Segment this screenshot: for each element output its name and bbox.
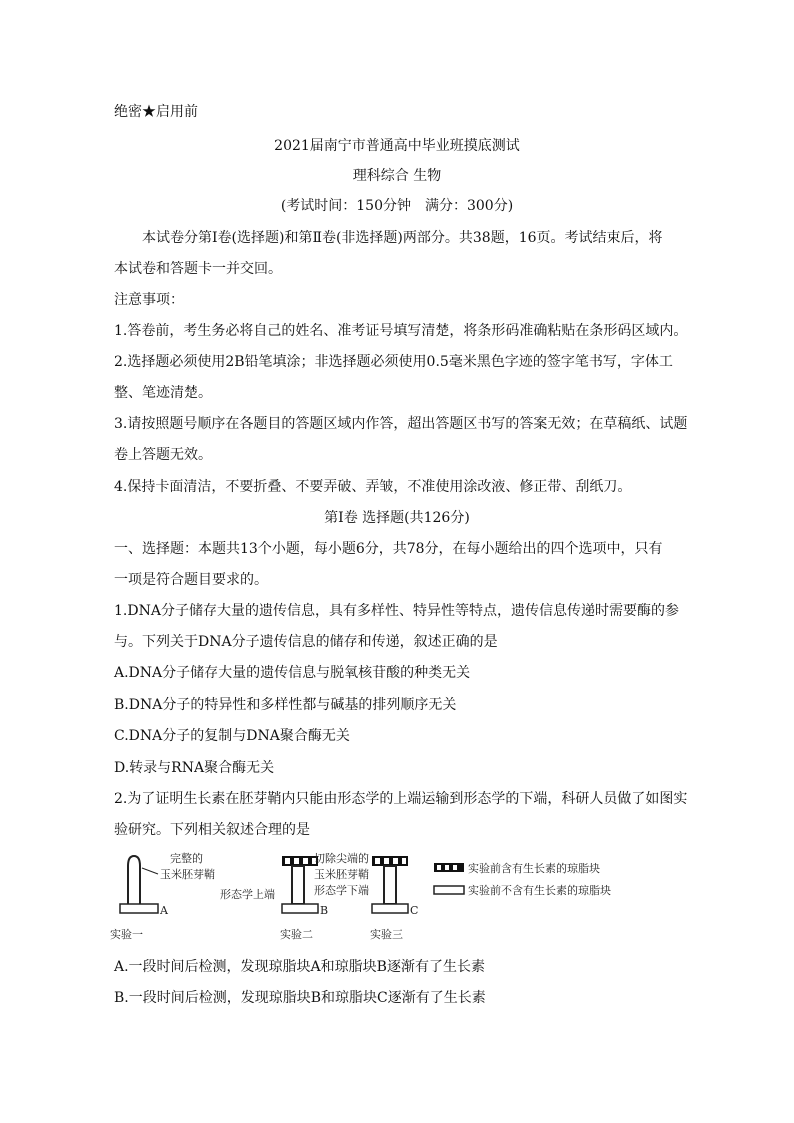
section-1-title: 第Ⅰ卷 选择题(共126分) — [324, 510, 470, 526]
intact-pointer — [142, 868, 158, 874]
cut-coleoptile-2 — [292, 866, 304, 904]
block-b-label: B — [320, 904, 329, 917]
notes-heading: 注意事项： — [114, 292, 184, 308]
intact-label-1: 完整的 — [170, 852, 203, 865]
agar-block-pattern — [285, 858, 290, 864]
lower-end-label: 形态学下端 — [314, 884, 369, 897]
agar-block-pattern — [445, 865, 449, 870]
figure-legend — [434, 861, 611, 897]
q1-option-a: A.DNA分子储存大量的遗传信息与脱氧核苷酸的种类无关 — [114, 665, 471, 681]
experiment-1 — [110, 851, 215, 941]
agar-block-pattern — [375, 858, 380, 864]
note-1: 1.答卷前，考生务必将自己的姓名、准考证号填写清楚，将条形码准确粘贴在条形码区域内。 — [114, 323, 688, 339]
exam-info: (考试时间：150分钟 满分：300分) — [280, 198, 514, 214]
agar-block-pattern — [393, 858, 398, 864]
cut-coleoptile-3 — [384, 866, 396, 904]
note-3-line-2: 卷上答题无效。 — [114, 447, 212, 463]
q2-stem-2: 验研究。下列相关叙述合理的是 — [114, 822, 310, 838]
note-2-line-2: 整、笔迹清楚。 — [114, 385, 212, 401]
agar-block-pattern — [453, 865, 457, 870]
experiment-3 — [370, 856, 418, 941]
agar-block-pattern — [294, 858, 299, 864]
subject-title: 理科综合 生物 — [352, 168, 442, 184]
intact-label-2: 玉米胚芽鞘 — [160, 868, 215, 881]
intact-coleoptile — [128, 856, 140, 904]
experiment-1-label: 实验一 — [110, 928, 143, 941]
cut-label-2: 玉米胚芽鞘 — [314, 868, 369, 881]
note-4: 4.保持卡面清洁，不要折叠、不要弄破、弄皱，不准使用涂改液、修正带、刮纸刀。 — [114, 479, 632, 495]
upper-end-label: 形态学上端 — [220, 888, 275, 901]
q1-option-b: B.DNA分子的特异性和多样性都与碱基的排列顺序无关 — [114, 697, 457, 713]
q1-option-d: D.转录与RNA聚合酶无关 — [114, 760, 275, 776]
block-c-label: C — [410, 904, 419, 917]
agar-block-b — [282, 904, 318, 913]
experiment-2 — [220, 856, 328, 941]
q2-option-b: B.一段时间后检测，发现琼脂块B和琼脂块C逐渐有了生长素 — [114, 990, 486, 1006]
experiment-figure — [108, 848, 698, 944]
intro-line-1: 本试卷分第Ⅰ卷(选择题)和第Ⅱ卷(非选择题)两部分。共38题，16页。考试结束后，将 — [142, 230, 663, 246]
agar-block-a — [120, 904, 158, 913]
block-a-label: A — [160, 904, 168, 917]
exam-title: 2021届南宁市普通高中毕业班摸底测试 — [274, 138, 520, 154]
experiment-2-label: 实验二 — [280, 928, 313, 941]
legend-swatch-without-auxin — [434, 886, 464, 894]
confidential-mark: 绝密★启用前 — [114, 104, 198, 120]
note-3-line-1: 3.请按照题号顺序在各题目的答题区域内作答，超出答题区书写的答案无效；在草稿纸、试题 — [114, 416, 688, 432]
q2-option-a: A.一段时间后检测，发现琼脂块A和琼脂块B逐渐有了生长素 — [114, 959, 485, 975]
agar-block-pattern — [402, 858, 406, 864]
agar-block-pattern — [384, 858, 389, 864]
q1-stem-1: 1.DNA分子储存大量的遗传信息，具有多样性、特异性等特点，遗传信息传递时需要酶的参 — [114, 603, 679, 619]
section-1-instruction-2: 一项是符合题目要求的。 — [114, 572, 268, 588]
cut-label-1: 切除尖端的 — [314, 852, 369, 865]
agar-block-c — [372, 904, 408, 913]
agar-block-pattern — [437, 865, 441, 870]
q2-stem-1: 2.为了证明生长素在胚芽鞘内只能由形态学的上端运输到形态学的下端，科研人员做了如图实 — [114, 791, 688, 807]
intro-line-2: 本试卷和答题卡一并交回。 — [114, 261, 282, 277]
legend-with-auxin: 实验前含有生长素的琼脂块 — [468, 862, 600, 875]
legend-without-auxin: 实验前不含有生长素的琼脂块 — [468, 884, 611, 897]
q1-option-c: C.DNA分子的复制与DNA聚合酶无关 — [114, 728, 350, 744]
agar-block-pattern — [303, 858, 308, 864]
section-1-instruction-1: 一、选择题：本题共13个小题，每小题6分，共78分，在每小题给出的四个选项中，只有 — [114, 541, 663, 557]
note-2-line-1: 2.选择题必须使用2B铅笔填涂；非选择题必须使用0.5毫米黑色字迹的签字笔书写，字体工 — [114, 354, 673, 370]
experiment-3-label: 实验三 — [370, 928, 403, 941]
q1-stem-2: 与。下列关于DNA分子遗传信息的储存和传递，叙述正确的是 — [114, 634, 498, 650]
